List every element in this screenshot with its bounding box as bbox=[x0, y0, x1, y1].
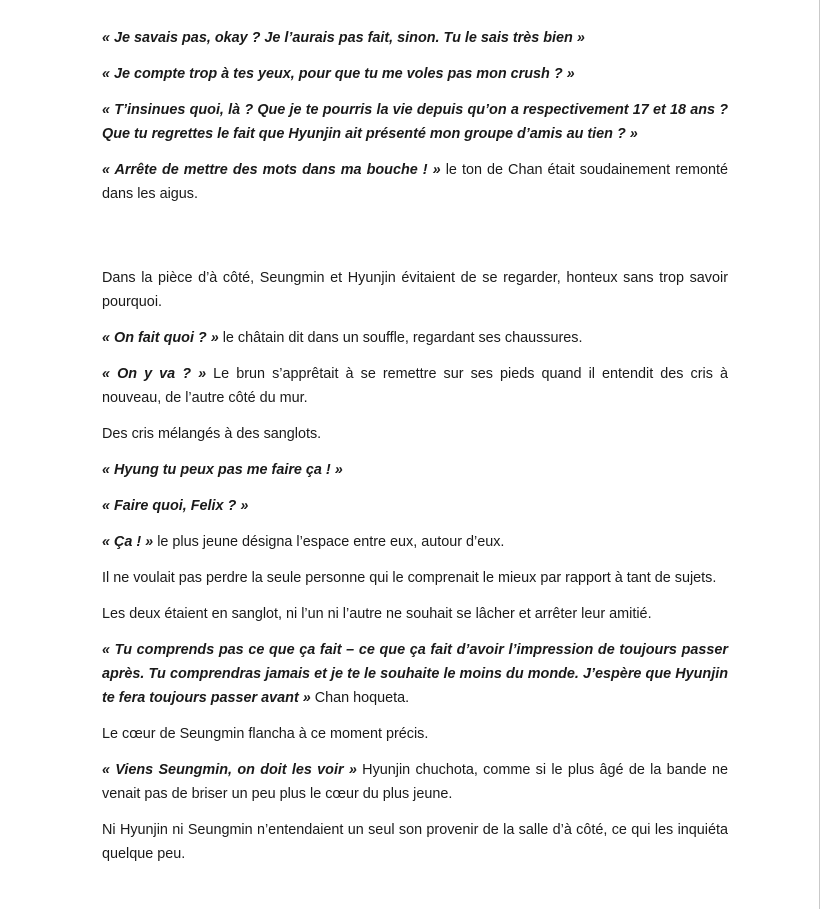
paragraph bbox=[102, 26, 728, 50]
narration-text: le ton de Chan était soudainement remonté dans les aigus. bbox=[102, 162, 729, 202]
paragraph bbox=[102, 62, 728, 86]
narration-text: le plus jeune désigna l’espace entre eux, autour d’eux. bbox=[153, 534, 505, 550]
narration-text: Ni Hyunjin ni Seungmin n’entendaient un seul son provenir de la salle d’à côté, ce qui les inquiéta quelque peu. bbox=[102, 822, 728, 862]
document-body bbox=[102, 26, 728, 866]
narration-text: Le brun s’apprêtait à se remettre sur ses pieds quand il entendit des cris à nouveau, de l’autre côté du mur. bbox=[102, 366, 728, 406]
paragraph bbox=[102, 722, 728, 746]
narration-text: Le cœur de Seungmin flancha à ce moment précis. bbox=[102, 726, 429, 742]
narration-text: Des cris mélangés à des sanglots. bbox=[102, 426, 322, 442]
paragraph bbox=[102, 566, 728, 590]
paragraph bbox=[102, 494, 728, 518]
dialogue-text: « Arrête de mettre des mots dans ma bouche ! » bbox=[102, 162, 441, 178]
dialogue-text: « Tu comprends pas ce que ça fait – ce que ça fait d’avoir l’impression de toujours passer après. Tu comprendras jamais et je te le souhaite le moins du monde. J’espère que Hyunjin te fera toujours passer avant » bbox=[102, 642, 728, 706]
dialogue-text: « Hyung tu peux pas me faire ça ! » bbox=[102, 462, 343, 478]
narration-text: Dans la pièce d’à côté, Seungmin et Hyunjin évitaient de se regarder, honteux sans trop savoir pourquoi. bbox=[102, 270, 728, 310]
dialogue-text: « Ça ! » bbox=[102, 534, 154, 550]
paragraph bbox=[102, 458, 728, 482]
dialogue-text: « Viens Seungmin, on doit les voir » bbox=[102, 762, 357, 778]
paragraph bbox=[102, 638, 728, 710]
dialogue-text: « Je savais pas, okay ? Je l’aurais pas fait, sinon. Tu le sais très bien » bbox=[102, 30, 585, 46]
dialogue-text: « Je compte trop à tes yeux, pour que tu me voles pas mon crush ? » bbox=[102, 66, 575, 82]
paragraph bbox=[102, 758, 728, 806]
page-edge-line bbox=[819, 0, 820, 909]
narration-text: Chan hoqueta. bbox=[310, 690, 410, 706]
paragraph bbox=[102, 266, 728, 314]
dialogue-text: « On fait quoi ? » bbox=[102, 330, 219, 346]
paragraph bbox=[102, 98, 728, 146]
paragraph bbox=[102, 602, 728, 626]
narration-text: Hyunjin chuchota, comme si le plus âgé de la bande ne venait pas de briser un peu plus le cœur du plus jeune. bbox=[102, 762, 728, 802]
dialogue-text: « T’insinues quoi, là ? Que je te pourris la vie depuis qu’on a respectivement 17 et 18 ans ? Que tu regrettes le fait que Hyunjin ait présenté mon groupe d’amis au tien ? » bbox=[102, 102, 728, 142]
paragraph bbox=[102, 422, 728, 446]
narration-text: le châtain dit dans un souffle, regardant ses chaussures. bbox=[218, 330, 583, 346]
paragraph bbox=[102, 818, 728, 866]
paragraph bbox=[102, 158, 728, 206]
dialogue-text: « Faire quoi, Felix ? » bbox=[102, 498, 249, 514]
narration-text: Les deux étaient en sanglot, ni l’un ni l’autre ne souhait se lâcher et arrêter leur amitié. bbox=[102, 606, 652, 622]
paragraph bbox=[102, 326, 728, 350]
narration-text: Il ne voulait pas perdre la seule personne qui le comprenait le mieux par rapport à tant de sujets. bbox=[102, 570, 717, 586]
dialogue-text: « On y va ? » bbox=[102, 366, 207, 382]
paragraph bbox=[102, 530, 728, 554]
paragraph bbox=[102, 362, 728, 410]
